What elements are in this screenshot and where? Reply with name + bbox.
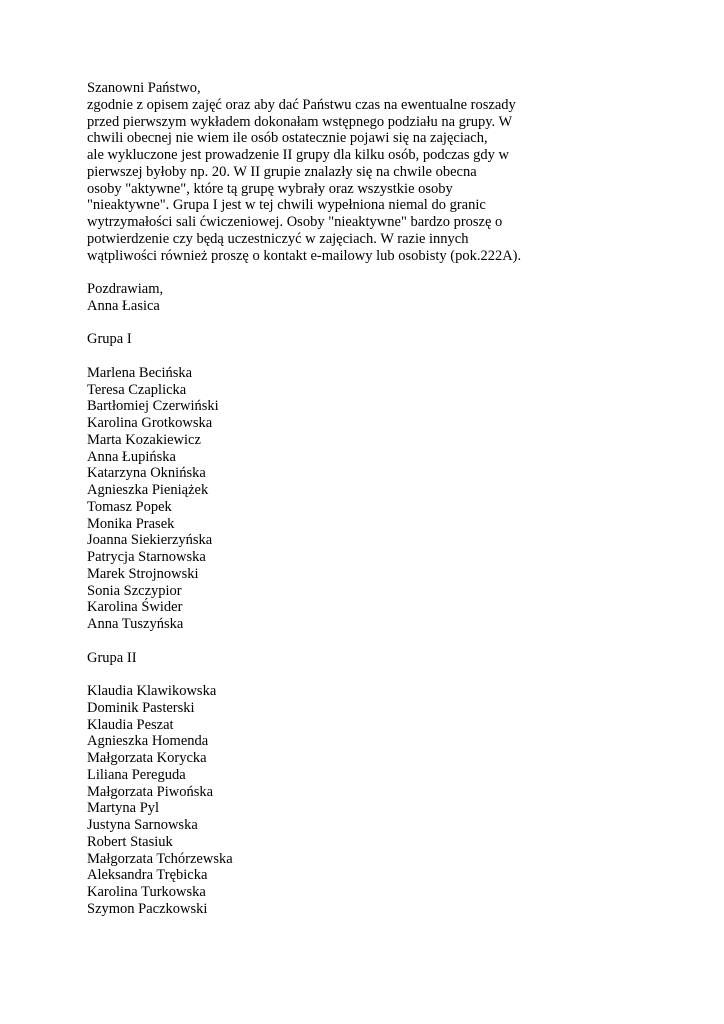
list-item: Karolina Świder bbox=[87, 599, 183, 616]
list-item: Anna Łupińska bbox=[87, 448, 176, 465]
list-item: Tomasz Popek bbox=[87, 498, 172, 515]
letter-greeting: Szanowni Państwo, bbox=[87, 80, 201, 96]
list-item: Małgorzata Piwońska bbox=[87, 783, 214, 800]
list-item: Robert Stasiuk bbox=[87, 833, 173, 850]
list-item: Katarzyna Oknińska bbox=[87, 465, 206, 482]
list-item: Joanna Siekierzyńska bbox=[87, 532, 213, 549]
list-item: Bartłomiej Czerwiński bbox=[87, 398, 219, 415]
list-item: Dominik Pasterski bbox=[87, 699, 195, 716]
letter-closing: Pozdrawiam, bbox=[87, 281, 164, 297]
list-item: Agnieszka Pieniążek bbox=[87, 482, 209, 498]
document-page bbox=[87, 80, 707, 918]
letter-body bbox=[87, 97, 707, 265]
list-item: Aleksandra Trębicka bbox=[87, 867, 208, 884]
blank-line bbox=[87, 633, 707, 650]
list-item: Monika Prasek bbox=[87, 515, 175, 532]
list-item: Marta Kozakiewicz bbox=[87, 431, 201, 448]
letter-body-line: "nieaktywne". Grupa I jest w tej chwili wypełniona niemal do granic bbox=[87, 197, 486, 214]
group1-title: Grupa I bbox=[87, 331, 132, 348]
blank-line bbox=[87, 666, 707, 683]
list-item: Klaudia Peszat bbox=[87, 716, 174, 733]
group2-member-list bbox=[87, 683, 707, 918]
list-item: Justyna Sarnowska bbox=[87, 817, 198, 833]
list-item: Marlena Becińska bbox=[87, 364, 193, 381]
group2-title: Grupa II bbox=[87, 649, 137, 666]
group1-member-list bbox=[87, 365, 707, 633]
list-item: Klaudia Klawikowska bbox=[87, 683, 217, 699]
list-item: Agnieszka Homenda bbox=[87, 733, 209, 750]
blank-line bbox=[87, 315, 707, 332]
letter-body-line: przed pierwszym wykładem dokonałam wstępnego podziału na grupy. W bbox=[87, 113, 513, 130]
letter-signature: Anna Łasica bbox=[87, 297, 160, 314]
letter-body-line: wątpliwości również proszę o kontakt e-mailowy lub osobisty (pok.222A). bbox=[87, 247, 522, 264]
letter-body-line: ale wykluczone jest prowadzenie II grupy dla kilku osób, podczas gdy w bbox=[87, 147, 509, 163]
blank-line bbox=[87, 348, 707, 365]
list-item: Małgorzata Tchórzewska bbox=[87, 850, 233, 867]
blank-line bbox=[87, 264, 707, 281]
list-item: Martyna Pyl bbox=[87, 800, 160, 817]
list-item: Szymon Paczkowski bbox=[87, 900, 208, 917]
list-item: Marek Strojnowski bbox=[87, 565, 199, 582]
list-item: Liliana Pereguda bbox=[87, 766, 186, 783]
letter-body-line: chwili obecnej nie wiem ile osób ostatecznie pojawi się na zajęciach, bbox=[87, 130, 488, 147]
letter-body-line: osoby "aktywne", które tą grupę wybrały oraz wszystkie osoby bbox=[87, 180, 453, 197]
letter-body-line: pierwszej byłoby np. 20. W II grupie znalazły się na chwile obecna bbox=[87, 163, 477, 180]
list-item: Patrycja Starnowska bbox=[87, 549, 206, 565]
list-item: Karolina Turkowska bbox=[87, 884, 206, 900]
letter-body-line: zgodnie z opisem zajęć oraz aby dać Państwu czas na ewentualne roszady bbox=[87, 96, 516, 113]
list-item: Anna Tuszyńska bbox=[87, 616, 184, 632]
list-item: Małgorzata Korycka bbox=[87, 750, 207, 766]
letter-body-line: potwierdzenie czy będą uczestniczyć w zajęciach. W razie innych bbox=[87, 230, 469, 247]
letter-body-line: wytrzymałości sali ćwiczeniowej. Osoby "nieaktywne" bardzo proszę o bbox=[87, 214, 503, 230]
list-item: Sonia Szczypior bbox=[87, 582, 182, 599]
list-item: Teresa Czaplicka bbox=[87, 381, 187, 398]
list-item: Karolina Grotkowska bbox=[87, 415, 213, 431]
